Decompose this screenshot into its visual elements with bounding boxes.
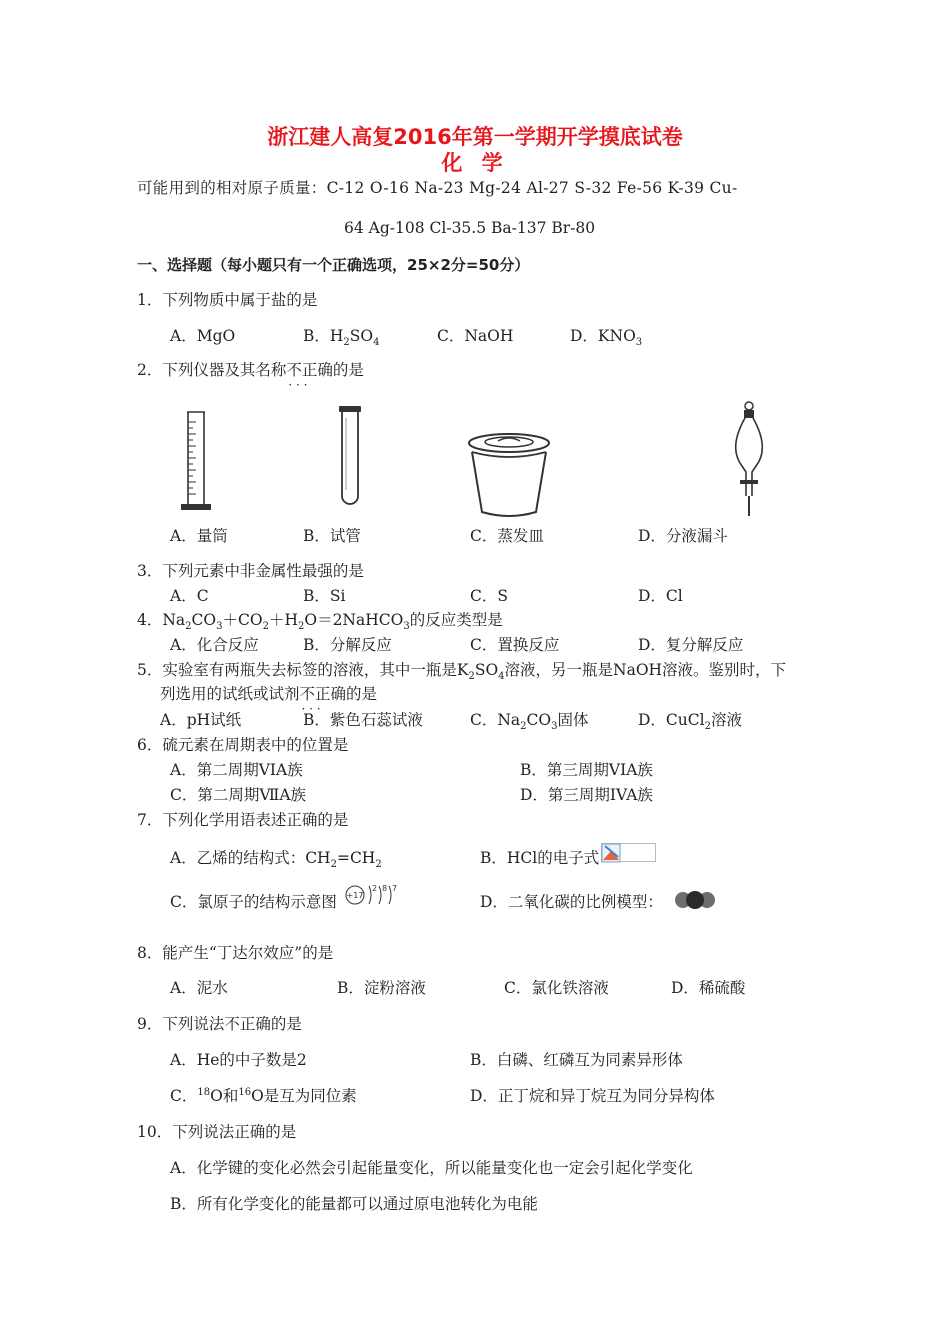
graduated-cylinder-image <box>178 408 218 512</box>
separatory-funnel-image <box>726 400 772 520</box>
test-tube-image <box>336 404 366 514</box>
nucleus-charge: +17 <box>346 891 364 900</box>
q5-option-a: A．pH试纸 <box>160 711 242 729</box>
q8-option-a: A．泥水 <box>170 979 228 997</box>
q5-option-b: B．紫色石蕊试液 <box>303 711 423 729</box>
q2-option-b: B．试管 <box>303 527 361 545</box>
q5-option-d: D．CuCl$_2$溶液 <box>638 711 742 733</box>
q3-stem: 3．下列元素中非金属性最强的是 <box>137 562 364 580</box>
subject-title: 化 学 <box>441 151 509 175</box>
q3-option-a: A．C <box>170 587 209 605</box>
q10-option-b: B．所有化学变化的能量都可以通过原电池转化为电能 <box>170 1195 538 1213</box>
q5-stem-line1: 5．实验室有两瓶失去标签的溶液，其中一瓶是$K_2SO_4$溶液，另一瓶是NaOH溶液。鉴别时，下 <box>137 661 787 683</box>
q4-option-b: B．分解反应 <box>303 636 392 654</box>
shell-1-count: 2 <box>372 884 378 893</box>
q8-option-d: D．稀硫酸 <box>671 979 746 997</box>
q9-option-d: D．正丁烷和异丁烷互为同分异构体 <box>470 1087 715 1105</box>
q8-option-b: B．淀粉溶液 <box>337 979 426 997</box>
q9-option-c: C．$^{18}$O和$^{16}$O是互为同位素 <box>170 1086 357 1105</box>
q5-option-c: C．$Na_2CO_3$固体 <box>470 711 589 733</box>
q2-option-a: A．量筒 <box>170 527 228 545</box>
shell-2-count: 8 <box>382 884 388 893</box>
q7-option-c: C．氯原子的结构示意图 <box>170 893 337 911</box>
q4-option-a: A．化合反应 <box>170 636 259 654</box>
q6-option-d: D．第三周期IVA族 <box>520 786 653 804</box>
q3-option-d: D．Cl <box>638 587 683 605</box>
q7-option-d: D．二氧化碳的比例模型： <box>480 893 663 911</box>
q7-stem: 7．下列化学用语表述正确的是 <box>137 811 349 829</box>
q9-option-b: B．白磷、红磷互为同素异形体 <box>470 1051 683 1069</box>
q10-stem: 10．下列说法正确的是 <box>137 1123 297 1141</box>
q4-option-c: C．置换反应 <box>470 636 560 654</box>
q1-option-a: A．MgO <box>170 327 236 345</box>
q4-stem: 4．$Na_2CO_3+CO_2+H_2O=2NaHCO_3$的反应类型是 <box>137 611 503 633</box>
q8-option-c: C．氯化铁溶液 <box>504 979 609 997</box>
q6-option-b: B．第三周期VIA族 <box>520 761 653 779</box>
q10-option-a: A．化学键的变化必然会引起能量变化，所以能量变化也一定会引起化学变化 <box>170 1159 693 1177</box>
co2-model-image <box>674 890 718 910</box>
evaporating-dish-image <box>466 432 552 518</box>
q6-option-a: A．第二周期VIA族 <box>170 761 303 779</box>
q3-option-b: B．Si <box>303 587 346 605</box>
q1-option-b: B．$H_2SO_4$ <box>303 327 380 349</box>
q6-option-c: C．第二周期ⅦA族 <box>170 786 307 804</box>
q1-option-d: D．$KNO_3$ <box>570 327 643 349</box>
q7-option-a: A．乙烯的结构式：$CH_2=CH_2$ <box>170 849 382 871</box>
q2-stem: 2．下列仪器及其名称不正确 · · ·的是 <box>137 360 364 380</box>
q9-option-a: A．He的中子数是2 <box>170 1051 307 1069</box>
q4-option-d: D．复分解反应 <box>638 636 744 654</box>
atomic-mass-line1: 可能用到的相对原子质量：C-12 O-16 Na-23 Mg-24 Al-27 S-32 Fe-56 K-39 Cu- <box>137 179 738 197</box>
q5-stem-line2: 列选用的试纸或试剂不正确 · · ·的是 <box>160 684 377 704</box>
q6-stem: 6．硫元素在周期表中的位置是 <box>137 736 349 754</box>
section-heading: 一、选择题（每小题只有一个正确选项，25×2分=50分） <box>137 256 530 274</box>
chlorine-atom-diagram <box>345 882 407 912</box>
q7-option-b: B．HCl的电子式 <box>480 849 600 867</box>
exam-title: 浙江建人高复2016年第一学期开学摸底试卷 <box>267 125 683 149</box>
q2-option-d: D．分液漏斗 <box>638 527 728 545</box>
q3-option-c: C．S <box>470 587 508 605</box>
broken-image-icon <box>601 843 657 863</box>
q1-stem: 1．下列物质中属于盐的是 <box>137 291 318 309</box>
atomic-mass-line2: 64 Ag-108 Cl-35.5 Ba-137 Br-80 <box>344 219 596 237</box>
q8-stem: 8．能产生“丁达尔效应”的是 <box>137 944 334 962</box>
q1-option-c: C．NaOH <box>437 327 514 345</box>
q9-stem: 9．下列说法不正确的是 <box>137 1015 302 1033</box>
q2-option-c: C．蒸发皿 <box>470 527 544 545</box>
shell-3-count: 7 <box>392 884 398 893</box>
